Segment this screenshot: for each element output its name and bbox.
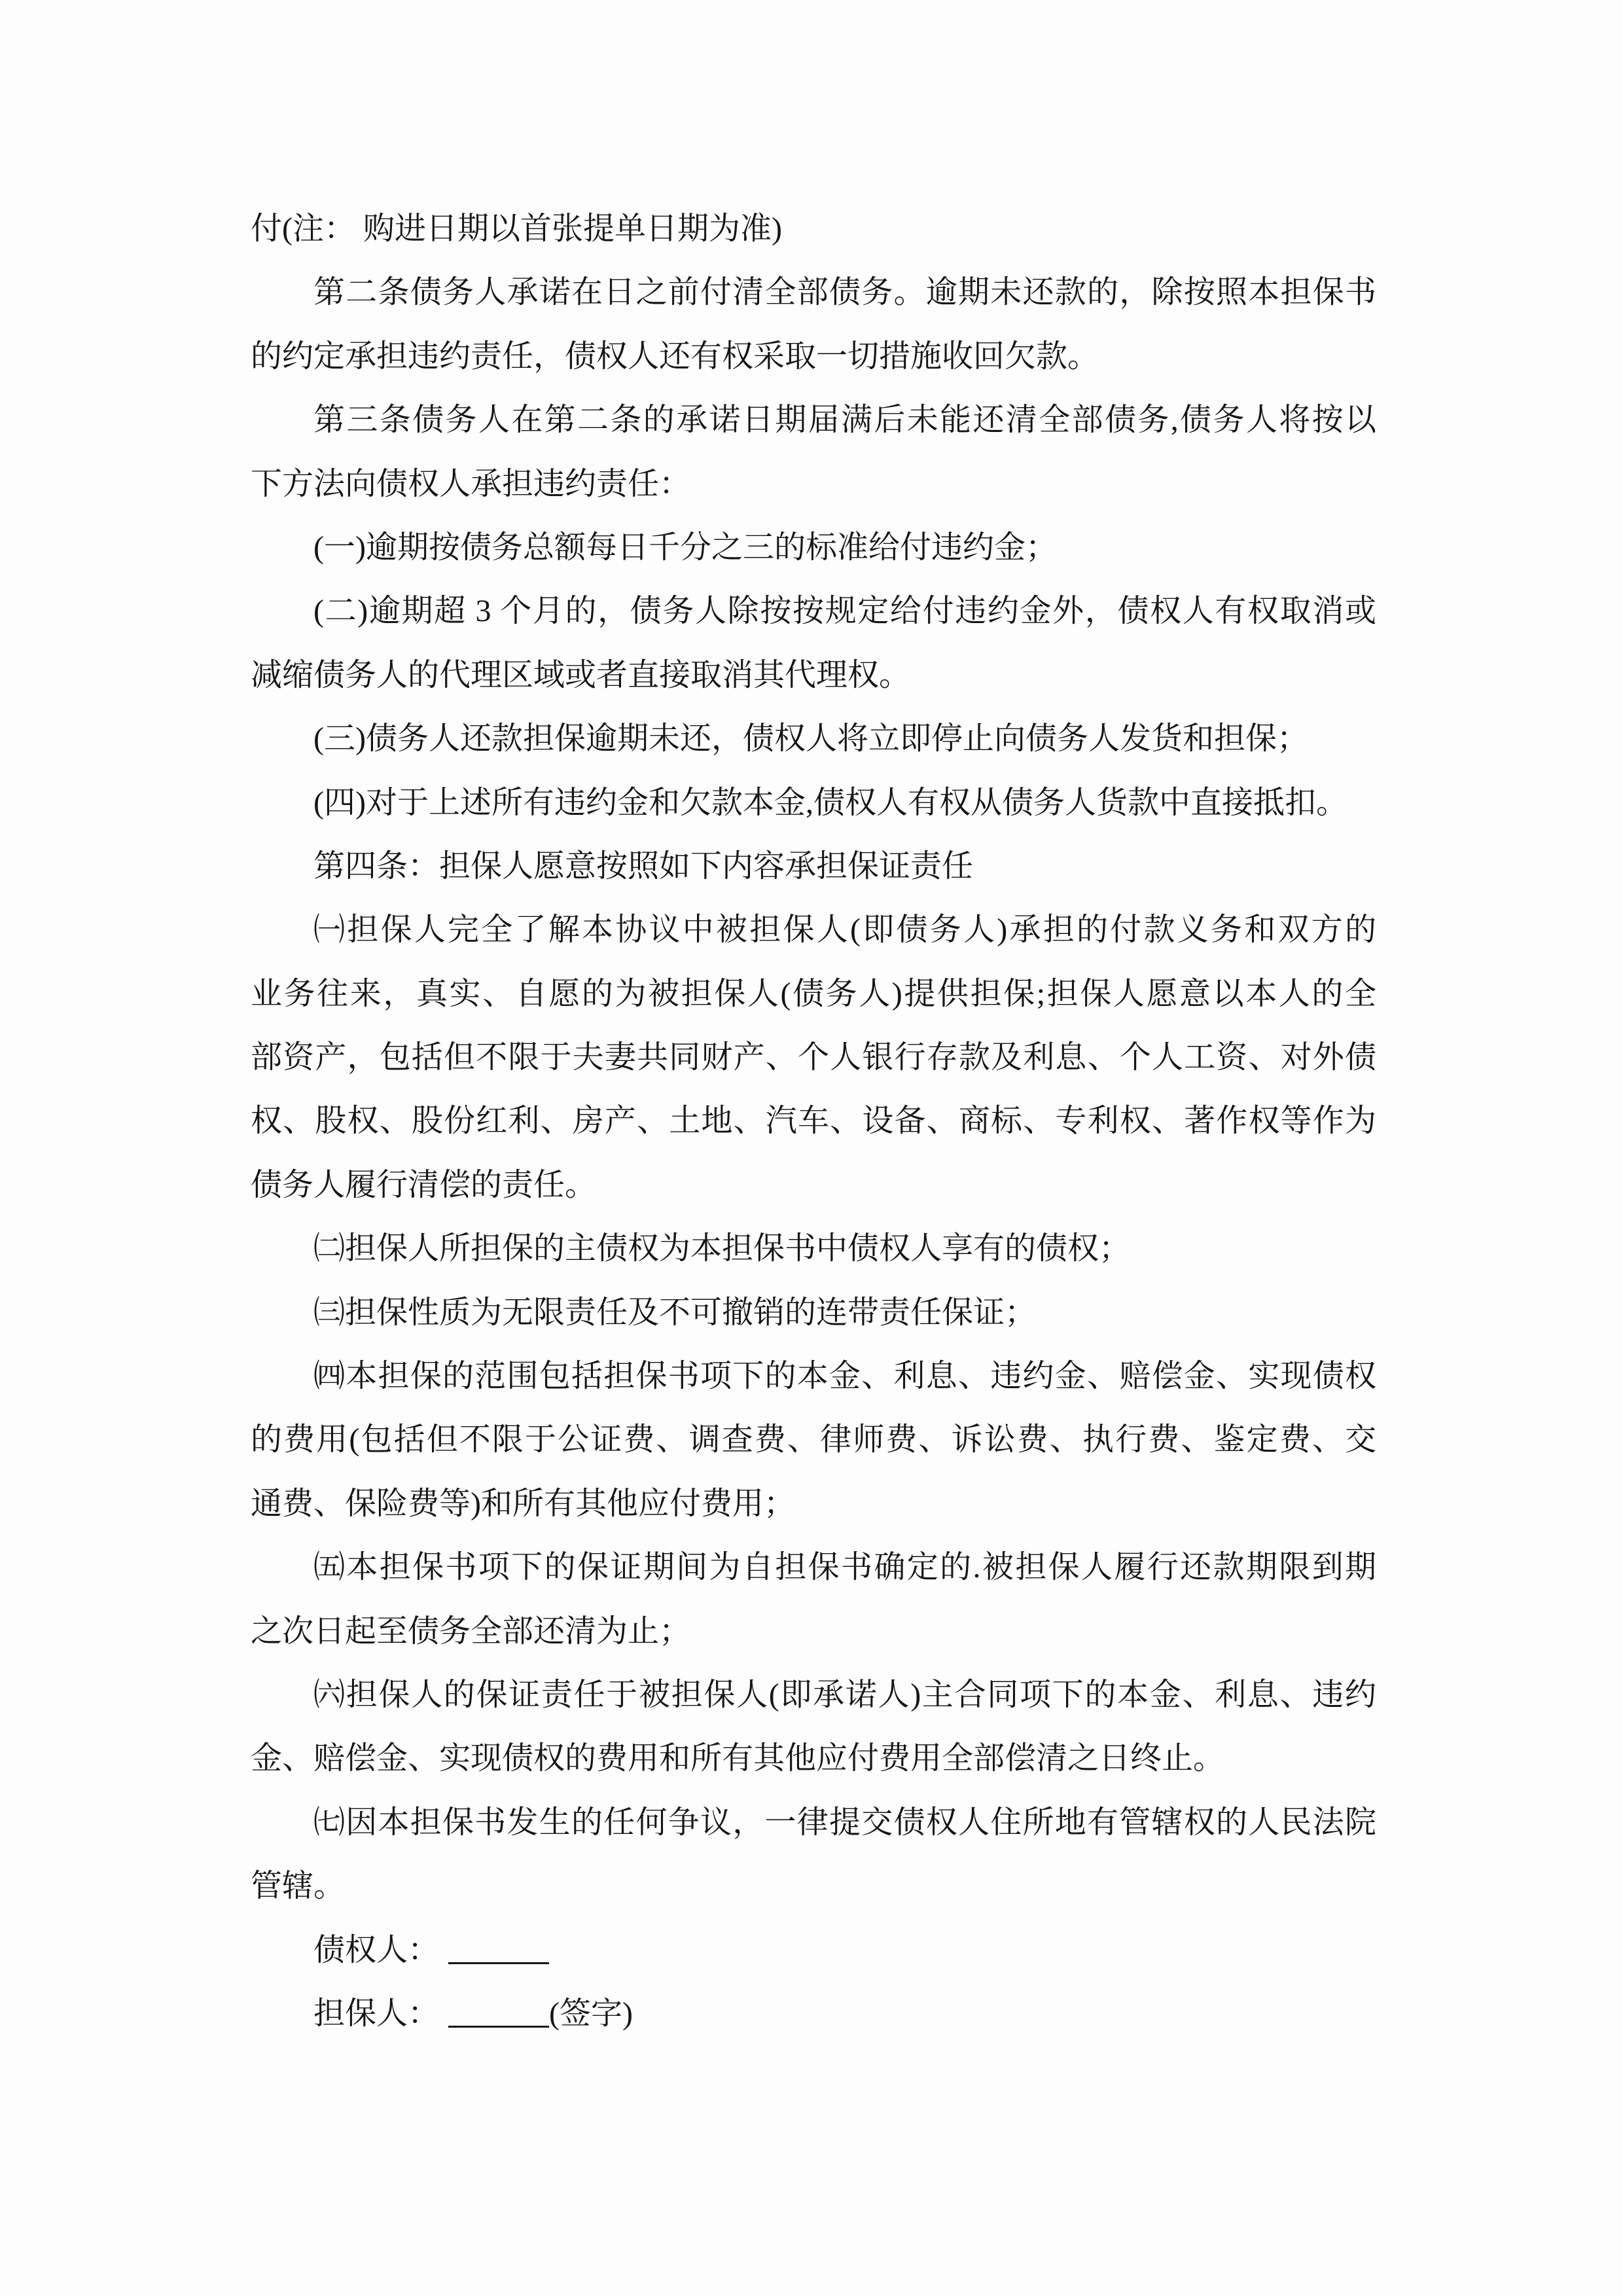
text-line-14: 部资产，包括但不限于夫妻共同财产、个人银行存款及利息、个人工资、对外债: [251, 1040, 1376, 1075]
text-line-24: ㈥担保人的保证责任于被担保人(即承诺人)主合同项下的本金、利息、违约: [313, 1677, 1376, 1712]
text-line-3: 的约定承担违约责任，债权人还有权采取一切措施收回欠款。: [251, 338, 1099, 374]
document-body: [251, 197, 1376, 2045]
signature-blank-line: [448, 1962, 549, 1964]
text-line-17: ㈡担保人所担保的主债权为本担保书中债权人享有的债权；: [313, 1231, 1131, 1266]
text-line-11: 第四条：担保人愿意按照如下内容承担保证责任: [313, 848, 974, 884]
text-line-6: (一)逾期按债务总额每日千分之三的标准给付违约金；: [313, 529, 1057, 565]
text-line-19: ㈣本担保的范围包括担保书项下的本金、利息、违约金、赔偿金、实现债权: [313, 1359, 1376, 1394]
text-line-21: 通费、保险费等)和所有其他应付费用；: [251, 1486, 795, 1521]
text-line-7: (二)逾期超 3 个月的，债务人除按按规定给付违约金外，债权人有权取消或: [313, 594, 1376, 629]
text-line-2: 第二条债务人承诺在日之前付清全部债务。逾期未还款的，除按照本担保书: [313, 275, 1376, 310]
text-line-27: 管辖。: [251, 1869, 346, 1904]
text-line-8: 减缩债务人的代理区域或者直接取消其代理权。: [251, 657, 911, 692]
text-line-4: 第三条债务人在第二条的承诺日期届满后未能还清全部债务,债务人将按以: [313, 403, 1376, 438]
text-line-9: (三)债务人还款担保逾期未还，债权人将立即停止向债务人发货和担保；: [313, 721, 1308, 757]
text-line-25: 金、赔偿金、实现债权的费用和所有其他应付费用全部偿清之日终止。: [251, 1741, 1225, 1776]
signature-label: 债权人：: [313, 1932, 440, 1967]
text-line-29: [251, 1982, 1376, 2045]
text-line-26: ㈦因本担保书发生的任何争议，一律提交债权人住所地有管辖权的人民法院: [313, 1804, 1376, 1840]
text-line-28: [251, 1918, 1376, 1982]
text-line-1: 付(注： 购进日期以首张提单日期为准): [251, 211, 782, 246]
text-line-23: 之次日起至债务全部还清为止；: [251, 1613, 691, 1649]
text-line-5: 下方法向债权人承担违约责任：: [251, 466, 691, 501]
text-line-10: (四)对于上述所有违约金和欠款本金,债权人有权从债务人货款中直接抵扣。: [313, 785, 1347, 820]
signature-label: 担保人：: [313, 1996, 440, 2031]
text-line-22: ㈤本担保书项下的保证期间为自担保书确定的.被担保人履行还款期限到期: [313, 1550, 1376, 1585]
signature-post-label: (签字): [549, 1996, 633, 2031]
text-line-12: ㈠担保人完全了解本协议中被担保人(即债务人)承担的付款义务和双方的: [313, 912, 1376, 948]
signature-blank-line: [448, 2025, 549, 2028]
text-line-16: 债务人履行清偿的责任。: [251, 1167, 597, 1202]
text-line-20: 的费用(包括但不限于公证费、调查费、律师费、诉讼费、执行费、鉴定费、交: [251, 1422, 1376, 1458]
text-line-15: 权、股权、股份红利、房产、土地、汽车、设备、商标、专利权、著作权等作为: [251, 1103, 1376, 1139]
text-line-13: 业务往来，真实、自愿的为被担保人(债务人)提供担保;担保人愿意以本人的全: [251, 976, 1376, 1011]
text-line-18: ㈢担保性质为无限责任及不可撤销的连带责任保证；: [313, 1295, 1037, 1330]
